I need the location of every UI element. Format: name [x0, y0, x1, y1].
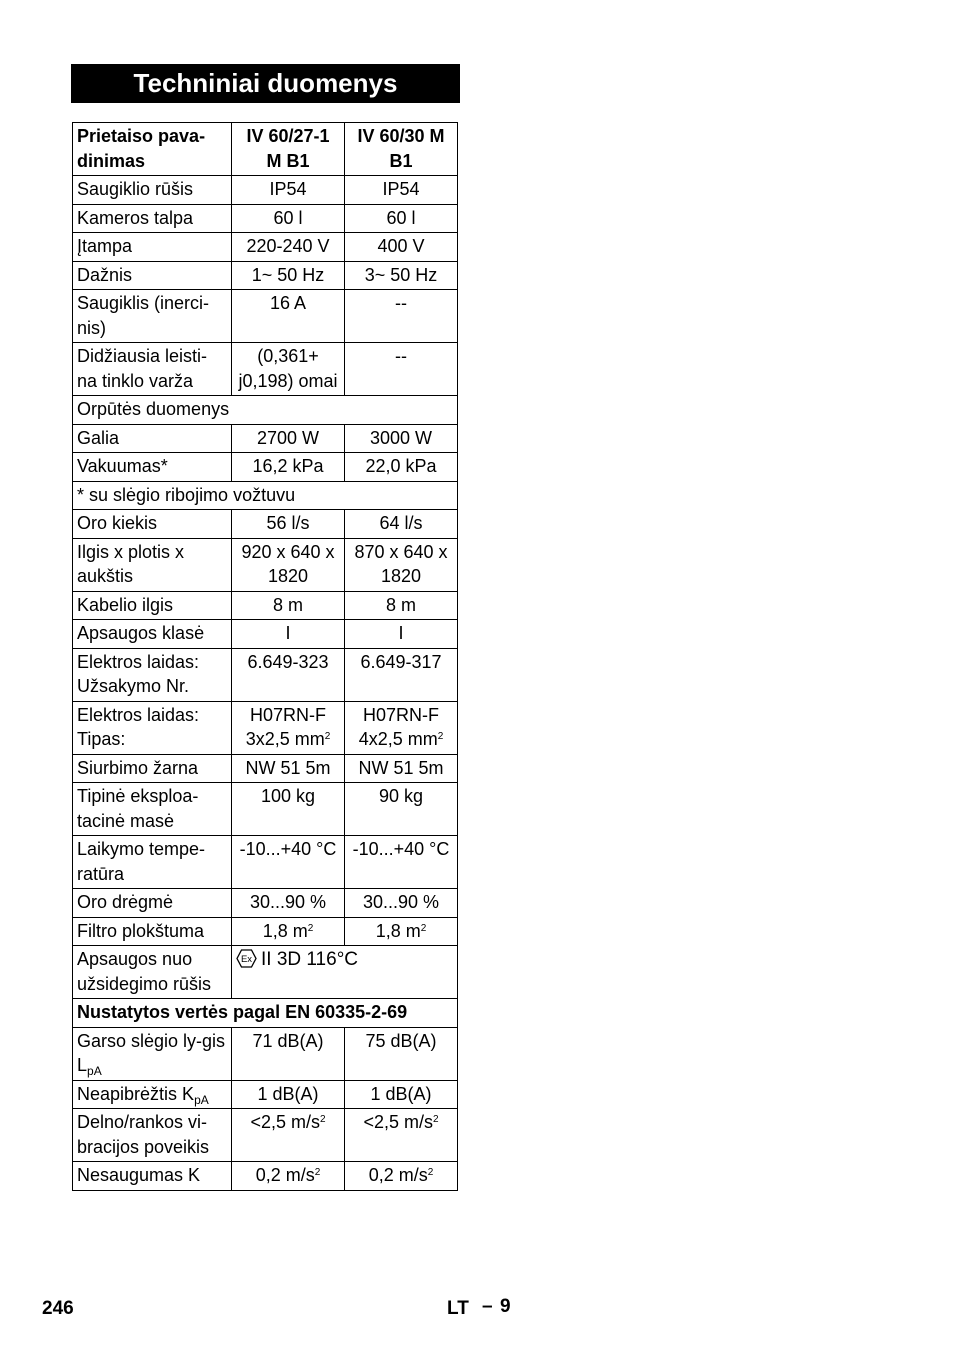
row-label: Dažnis — [73, 261, 232, 290]
table-row — [73, 233, 458, 262]
value-model-1: 6.649-323 — [232, 648, 345, 701]
superscript: 2 — [437, 731, 444, 742]
table-row — [73, 1080, 458, 1109]
value-text: 0,2 m/s — [255, 1165, 315, 1185]
superscript: 2 — [324, 731, 331, 742]
row-label — [73, 1027, 232, 1080]
table-row — [73, 453, 458, 482]
value-model-1: -10...+40 °C — [232, 836, 345, 889]
label-text: Garso slėgio ly-gis L — [77, 1030, 226, 1075]
value-model-2 — [345, 1162, 458, 1191]
row-label: Elektros laidas: Tipas: — [73, 701, 232, 754]
ignition-protection-text: II 3D 116°C — [261, 949, 359, 970]
row-label: Siurbimo žarna — [73, 754, 232, 783]
value-model-2: I — [345, 620, 458, 649]
table-row — [73, 290, 458, 343]
value-model-1: 220-240 V — [232, 233, 345, 262]
value-model-2 — [345, 917, 458, 946]
value-model-2: -10...+40 °C — [345, 836, 458, 889]
table-row — [73, 1109, 458, 1162]
table-header-row — [73, 123, 458, 176]
value-model-1: 60 l — [232, 204, 345, 233]
language-code: LT — [447, 1298, 469, 1319]
row-label: Oro kiekis — [73, 510, 232, 539]
table-row — [73, 176, 458, 205]
table-row — [73, 889, 458, 918]
value-model-1: 30...90 % — [232, 889, 345, 918]
table-section-row — [73, 481, 458, 510]
row-label: Elektros laidas: Užsakymo Nr. — [73, 648, 232, 701]
value-model-2: 3~ 50 Hz — [345, 261, 458, 290]
value-model-2 — [345, 1109, 458, 1162]
header-device-name: Prietaiso pava- dinimas — [73, 123, 232, 176]
page-title: Techniniai duomenys — [71, 64, 460, 103]
value-text: 0,2 m/s — [368, 1165, 428, 1185]
table-section-row — [73, 999, 458, 1028]
row-label: Apsaugos nuo užsidegimo rūšis — [73, 946, 232, 999]
row-label: Tipinė eksploa-tacinė masė — [73, 783, 232, 836]
value-model-2: 30...90 % — [345, 889, 458, 918]
row-label: Filtro plokštuma — [73, 917, 232, 946]
row-label: Oro drėgmė — [73, 889, 232, 918]
value-model-1: IP54 — [232, 176, 345, 205]
technical-data-table — [72, 122, 458, 1191]
table-row — [73, 1162, 458, 1191]
value-model-1: 8 m — [232, 591, 345, 620]
value-text: 1,8 m — [375, 920, 421, 941]
row-label: Laikymo tempe-ratūra — [73, 836, 232, 889]
table-row — [73, 648, 458, 701]
table-row — [73, 1027, 458, 1080]
value-model-1: 56 l/s — [232, 510, 345, 539]
header-model-1: IV 60/27-1 M B1 — [232, 123, 345, 176]
value-model-1: (0,361+ j0,198) omai — [232, 343, 345, 396]
superscript: 2 — [307, 922, 314, 934]
superscript: 2 — [314, 1167, 321, 1178]
ex-hexagon-icon — [236, 949, 257, 975]
subscript: pA — [194, 1092, 209, 1107]
table-row — [73, 917, 458, 946]
value-text: H07RN-F 4x2,5 mm — [358, 704, 439, 749]
row-label: Saugiklio rūšis — [73, 176, 232, 205]
value-model-2: -- — [345, 290, 458, 343]
row-label: Vakuumas* — [73, 453, 232, 482]
table-row — [73, 701, 458, 754]
value-model-1 — [232, 917, 345, 946]
subscript: pA — [87, 1064, 102, 1078]
value-model-1: NW 51 5m — [232, 754, 345, 783]
header-model-2: IV 60/30 M B1 — [345, 123, 458, 176]
section-label: Orpūtės duomenys — [73, 396, 458, 425]
value-model-2: 90 kg — [345, 783, 458, 836]
table-row — [73, 591, 458, 620]
svg-text:Ex: Ex — [240, 954, 253, 965]
value-model-2: 1 dB(A) — [345, 1080, 458, 1109]
page-number: 246 — [42, 1298, 74, 1319]
value-model-2: IP54 — [345, 176, 458, 205]
value-text: <2,5 m/s — [250, 1112, 320, 1132]
value-text: 1,8 m — [262, 920, 308, 941]
value-model-1: 2700 W — [232, 424, 345, 453]
superscript: 2 — [432, 1114, 439, 1125]
superscript: 2 — [427, 1167, 434, 1178]
footer-dash: – — [482, 1296, 493, 1317]
value-model-1: 1~ 50 Hz — [232, 261, 345, 290]
row-label: Įtampa — [73, 233, 232, 262]
table-row — [73, 510, 458, 539]
value-model-1: 1 dB(A) — [232, 1080, 345, 1109]
row-label: Apsaugos klasė — [73, 620, 232, 649]
value-model-2: 64 l/s — [345, 510, 458, 539]
value-model-2: 8 m — [345, 591, 458, 620]
row-label: Ilgis x plotis x aukštis — [73, 538, 232, 591]
value-model-2: 400 V — [345, 233, 458, 262]
row-label — [73, 1080, 232, 1109]
value-model-2: 6.649-317 — [345, 648, 458, 701]
table-row — [73, 261, 458, 290]
value-model-1: 16,2 kPa — [232, 453, 345, 482]
table-row — [73, 204, 458, 233]
table-row — [73, 424, 458, 453]
table-row — [73, 620, 458, 649]
value-model-2: -- — [345, 343, 458, 396]
value-model-1 — [232, 1162, 345, 1191]
row-label: Kabelio ilgis — [73, 591, 232, 620]
table-row — [73, 946, 458, 999]
value-model-2: 870 x 640 x 1820 — [345, 538, 458, 591]
table-row — [73, 783, 458, 836]
value-model-2: 3000 W — [345, 424, 458, 453]
value-text: H07RN-F 3x2,5 mm — [245, 704, 326, 749]
value-model-1 — [232, 701, 345, 754]
value-model-2 — [345, 701, 458, 754]
value-model-2: 75 dB(A) — [345, 1027, 458, 1080]
value-model-1: I — [232, 620, 345, 649]
row-label: Galia — [73, 424, 232, 453]
section-heading: Nustatytos vertės pagal EN 60335-2-69 — [73, 999, 458, 1028]
value-model-1: 71 dB(A) — [232, 1027, 345, 1080]
table-row — [73, 343, 458, 396]
value-model-1 — [232, 1109, 345, 1162]
row-label: Didžiausia leisti-na tinklo varža — [73, 343, 232, 396]
superscript: 2 — [319, 1114, 326, 1125]
footnote-label: * su slėgio ribojimo vožtuvu — [73, 481, 458, 510]
value-model-1: 920 x 640 x 1820 — [232, 538, 345, 591]
table-row — [73, 538, 458, 591]
value-model-2: 60 l — [345, 204, 458, 233]
section-page-number: 9 — [500, 1296, 511, 1317]
row-label: Saugiklis (inerci-nis) — [73, 290, 232, 343]
value-model-2: NW 51 5m — [345, 754, 458, 783]
table-row — [73, 754, 458, 783]
table-row — [73, 836, 458, 889]
row-label: Delno/rankos vi-bracijos poveikis — [73, 1109, 232, 1162]
value-model-1: 100 kg — [232, 783, 345, 836]
table-section-row — [73, 396, 458, 425]
superscript: 2 — [420, 922, 427, 934]
label-text: Neapibrėžtis K — [77, 1083, 195, 1104]
row-label: Kameros talpa — [73, 204, 232, 233]
value-model-1: 16 A — [232, 290, 345, 343]
ignition-protection-value — [232, 946, 458, 999]
value-model-2: 22,0 kPa — [345, 453, 458, 482]
value-text: <2,5 m/s — [363, 1112, 433, 1132]
row-label: Nesaugumas K — [73, 1162, 232, 1191]
